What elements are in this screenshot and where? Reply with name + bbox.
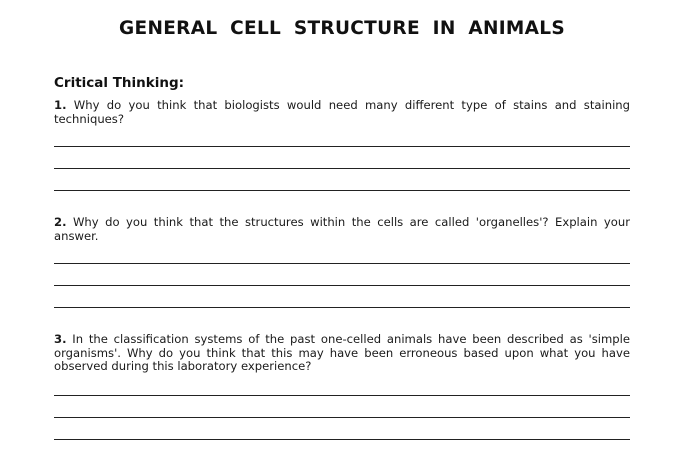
answer-line[interactable] (54, 190, 630, 191)
question-number: 1. (54, 98, 67, 112)
answer-line[interactable] (54, 417, 630, 418)
question-text: In the classification systems of the past one-celled animals have been described as 'simple organisms'. Why do you think that this may have been erroneous based upon what you have observed during this laboratory experience? (54, 332, 630, 374)
question-number: 2. (54, 215, 67, 229)
question-number: 3. (54, 332, 67, 346)
question-text: Why do you think that biologists would need many different type of stains and staining techniques? (54, 98, 630, 126)
question-text: Why do you think that the structures within the cells are called 'organelles'? Explain your answer. (54, 215, 630, 243)
page-title: GENERAL CELL STRUCTURE IN ANIMALS (119, 18, 565, 39)
question-1 (54, 99, 630, 126)
answer-line[interactable] (54, 168, 630, 169)
question-3 (54, 333, 630, 374)
section-heading: Critical Thinking: (54, 75, 185, 91)
answer-line[interactable] (54, 146, 630, 147)
answer-line[interactable] (54, 263, 630, 264)
question-2 (54, 216, 630, 243)
answer-line[interactable] (54, 395, 630, 396)
answer-line[interactable] (54, 439, 630, 440)
answer-line[interactable] (54, 307, 630, 308)
answer-line[interactable] (54, 285, 630, 286)
